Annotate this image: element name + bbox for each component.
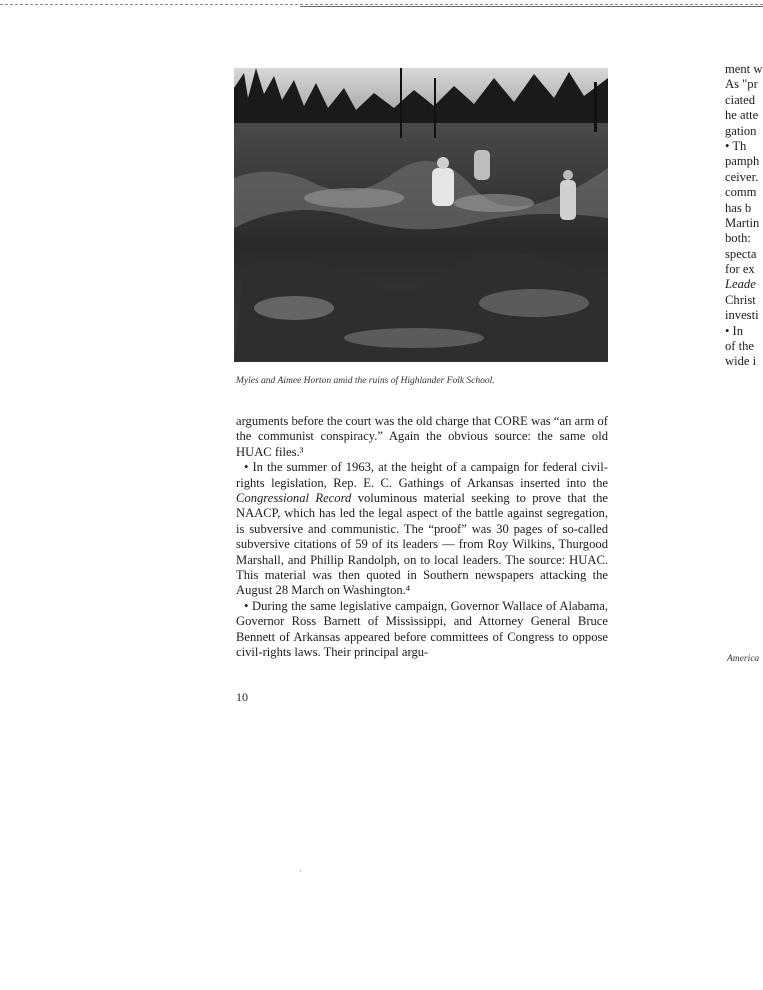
photo-ruins [234,68,608,362]
right-column-line: ment w [725,62,763,76]
right-column-line: Martin [725,215,760,230]
right-column-line: investi [725,308,759,323]
right-column-fragment [725,62,763,370]
photo-ruins-icon [234,68,608,362]
right-column-line: • In [725,323,744,338]
right-footer-fragment: America [727,654,760,664]
right-column-line: of the [725,339,755,354]
paragraph: • During the same legislative campaign, Governor Wallace of Alabama, Governor Ross Barnett of Mississippi, and Attorney General Bruce Bennett of Arkansas appeared before committees of Congress to oppose civil-rights laws. Their principal argu- [236,598,608,660]
right-column-line: comm [725,185,757,200]
right-column-line: for ex [725,262,755,277]
right-column-line: Christ [725,292,756,307]
paragraph: arguments before the court was the old charge that CORE was “an arm of the communist conspiracy.” Again the obvious source: the same old HUAC files.³ [236,414,608,459]
right-column-line: ciated [725,92,756,107]
right-column-line: specta [725,246,757,261]
body-text [236,414,608,661]
right-column-line: ceiver. [725,169,759,184]
right-column-line: pamph [725,154,760,169]
page-number: 10 [236,690,248,704]
italic-title: Congressional Record [236,491,352,506]
right-column-line: has b [725,200,752,215]
scan-speck [300,870,301,872]
right-column-line: wide i [725,354,757,369]
right-column-line: As "pr [725,77,758,92]
right-column-line: both: [725,231,751,246]
photo-caption: Myles and Aimee Horton amid the ruins of Highlander Folk School. [236,376,495,386]
right-column-line: • Th [725,138,747,153]
paragraph: • In the summer of 1963, at the height of a campaign for federal civil-rights legislation, Rep. E. C. Gathings of Arkansas inserted into the Congressional Record voluminous material seeking to prove that the NAACP, which has led the legal aspect of the battle against segregation, is subversive and communistic. The “proof” was 30 pages of so-called subversive citations of 59 of its leaders — from Roy Wilkins, Thurgood Marshall, and Phillip Randolph, on to local leaders. The source: HUAC. This material was then quoted in Southern newspapers attacking the August 28 March on Washington.⁴ [236,460,608,598]
top-solid-rule [300,6,763,7]
right-column-line: Leade [725,277,756,292]
right-column-line: gation [725,123,757,138]
right-column-line: he atte [725,108,759,123]
top-dashed-rule [0,4,763,5]
